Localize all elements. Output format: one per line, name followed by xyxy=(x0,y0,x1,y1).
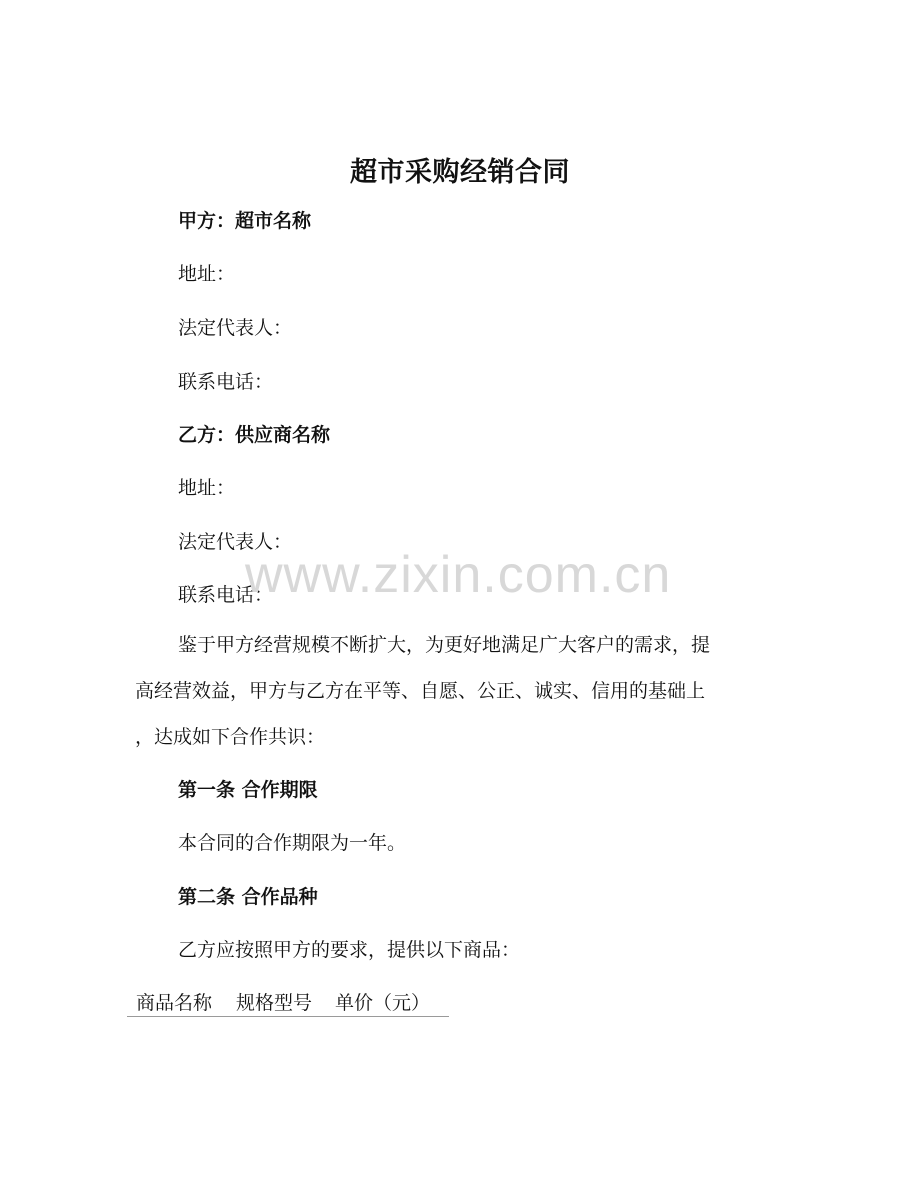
preamble-line-2: 高经营效益，甲方与乙方在平等、自愿、公正、诚实、信用的基础上 xyxy=(135,680,706,702)
party-b-address-label: 地址： xyxy=(178,477,236,499)
party-a-phone-label: 联系电话： xyxy=(178,371,274,393)
party-a-address-label: 地址： xyxy=(178,263,236,285)
article-2-body: 乙方应按照甲方的要求，提供以下商品： xyxy=(178,939,521,961)
product-table-header xyxy=(127,986,449,1017)
article-2-heading: 第二条 合作品种 xyxy=(178,886,318,908)
party-b-heading: 乙方：供应商名称 xyxy=(178,424,331,446)
table-header-unit-price: 单价（元） xyxy=(335,992,431,1014)
party-b-phone-label: 联系电话： xyxy=(178,584,274,606)
table-header-product-name: 商品名称 xyxy=(136,992,213,1014)
article-1-body: 本合同的合作期限为一年。 xyxy=(178,832,407,854)
party-b-rep-label: 法定代表人： xyxy=(178,531,293,553)
preamble-paragraph xyxy=(135,622,775,760)
party-a-heading: 甲方：超市名称 xyxy=(178,210,312,232)
article-1-heading: 第一条 合作期限 xyxy=(178,779,318,801)
preamble-line-3: ，达成如下合作共识： xyxy=(135,726,326,748)
preamble-line-1: 鉴于甲方经营规模不断扩大，为更好地满足广大客户的需求，提 xyxy=(178,634,711,656)
table-header-spec-model: 规格型号 xyxy=(236,992,313,1014)
party-a-rep-label: 法定代表人： xyxy=(178,317,293,339)
watermark: www.zixin.com.cn xyxy=(245,546,672,604)
document-title: 超市采购经销合同 xyxy=(350,157,570,188)
